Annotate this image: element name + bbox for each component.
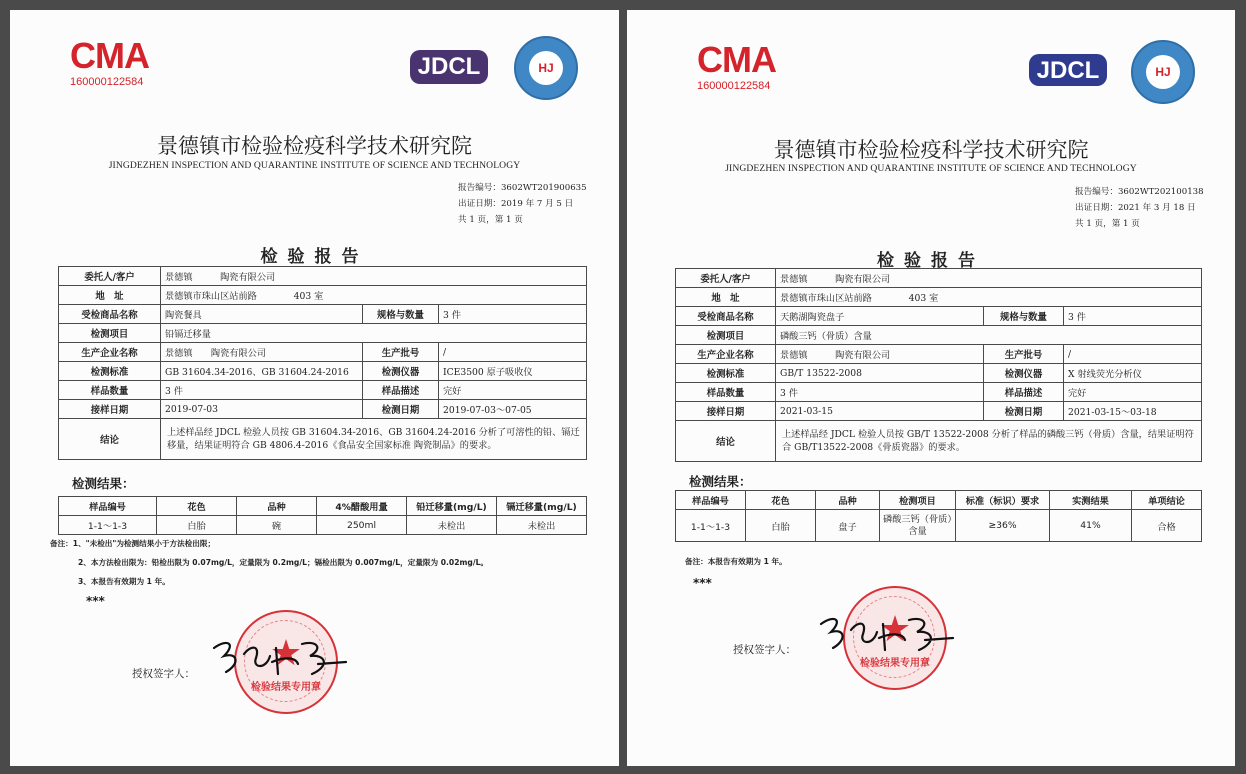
address-value: [161, 286, 587, 305]
instrument-label: 检测仪器: [363, 362, 439, 381]
qty-value: 3 件: [161, 381, 363, 400]
notes: [50, 534, 488, 591]
stars: ***: [86, 594, 105, 608]
table-row: [676, 364, 1202, 383]
test-date-value: 2021-03-15～03-18: [1064, 402, 1202, 421]
results-cell: 合格: [1132, 510, 1202, 542]
institute-name-cn: 景德镇市检验检疫科学技术研究院: [157, 134, 472, 158]
qty-value: 3 件: [776, 383, 984, 402]
report-page-right: [627, 10, 1235, 766]
address-tail: 403 室: [908, 293, 939, 304]
institute-name-en: JINGDEZHEN INSPECTION AND QUARANTINE INSTITUTE OF SCIENCE AND TECHNOLOGY: [725, 163, 1137, 174]
issue-date: 出证日期：2021 年 3 月 18 日: [1075, 203, 1196, 213]
product-label: 受检商品名称: [676, 307, 776, 326]
results-cell: 41%: [1050, 510, 1132, 542]
address-text: 景德镇市珠山区站前路: [780, 293, 872, 304]
inspection-seal-stamp: ★ 检验结果专用章: [843, 586, 947, 690]
batch-value: /: [1064, 345, 1202, 364]
item-value: 铅镉迁移量: [161, 324, 587, 343]
issue-date: 出证日期：2019 年 7 月 5 日: [458, 199, 574, 209]
test-date-value: 2019-07-03～07-05: [439, 400, 587, 419]
handwritten-signature: [813, 610, 963, 660]
inspection-seal-stamp: ★ 检验结果专用章: [234, 610, 338, 714]
report-number: 报告编号：3602WT201900635: [458, 183, 587, 193]
stars: ***: [693, 576, 712, 590]
table-row: [676, 288, 1202, 307]
institute-name-en: JINGDEZHEN INSPECTION AND QUARANTINE INSTITUTE OF SCIENCE AND TECHNOLOGY: [108, 160, 521, 171]
sample-date-label: 接样日期: [676, 402, 776, 421]
qty-label: 样品数量: [59, 381, 161, 400]
table-row: [59, 419, 587, 460]
client-value: 景德镇 陶瓷有限公司: [776, 269, 1202, 288]
table-row: [676, 345, 1202, 364]
item-label: 检测项目: [676, 326, 776, 345]
results-table: [58, 496, 587, 535]
results-cell: 1-1～1-3: [59, 516, 157, 535]
instrument-label: 检测仪器: [984, 364, 1064, 383]
info-table: [58, 266, 587, 460]
ceramic-seal-icon: HJ: [514, 36, 578, 100]
sample-date-value: 2021-03-15: [776, 402, 984, 421]
notes: [685, 552, 787, 571]
address-label: 地 址: [59, 286, 161, 305]
table-row: [59, 267, 587, 286]
spec-value: 3 件: [1064, 307, 1202, 326]
ceramic-seal-icon: HJ: [1131, 40, 1195, 104]
table-row: [59, 381, 587, 400]
maker-value: 景德镇 陶瓷有限公司: [161, 343, 363, 362]
address-value: [776, 288, 1202, 307]
table-row: [676, 307, 1202, 326]
report-meta: [458, 180, 587, 228]
instrument-value: X 射线荧光分析仪: [1064, 364, 1202, 383]
star-icon: ★: [878, 609, 912, 650]
star-icon: ★: [269, 633, 303, 674]
maker-label: 生产企业名称: [676, 345, 776, 364]
signer-label: 授权签字人：: [733, 644, 796, 656]
results-title: 检测结果：: [689, 474, 752, 489]
sample-date-label: 接样日期: [59, 400, 161, 419]
report-number: 报告编号：3602WT202100138: [1075, 187, 1204, 197]
results-cell: 白胎: [746, 510, 816, 542]
results-header: 4%醋酸用量: [317, 497, 407, 516]
test-date-label: 检测日期: [984, 402, 1064, 421]
handwritten-signature: [206, 634, 356, 684]
table-row: [59, 400, 587, 419]
note-line: 备注：1、"未检出"为检测结果小于方法检出限；: [50, 539, 216, 548]
spec-value: 3 件: [439, 305, 587, 324]
table-row: [676, 421, 1202, 462]
item-label: 检测项目: [59, 324, 161, 343]
jdcl-logo: JDCL: [1029, 54, 1107, 86]
cma-number: 160000122584: [697, 80, 771, 92]
table-row: [676, 269, 1202, 288]
results-header-row: [676, 491, 1202, 510]
cma-logo: CMA 160000122584: [697, 39, 776, 92]
table-row: [59, 362, 587, 381]
standard-value: GB 31604.34-2016、GB 31604.24-2016: [161, 362, 363, 381]
qty-label: 样品数量: [676, 383, 776, 402]
table-row: [676, 326, 1202, 345]
standard-label: 检测标准: [59, 362, 161, 381]
results-cell: 未检出: [497, 516, 587, 535]
results-header: 检测项目: [880, 491, 956, 510]
spec-label: 规格与数量: [984, 307, 1064, 326]
results-title: 检测结果：: [72, 476, 135, 491]
client-label: 委托人/客户: [59, 267, 161, 286]
note-line: 2、本方法检出限为：铅检出限为 0.07mg/L，定量限为 0.2mg/L；镉检出限为 0.007mg/L，定量限为 0.02mg/L。: [78, 558, 489, 567]
cma-number: 160000122584: [70, 76, 144, 88]
results-header: 标准（标识）要求: [956, 491, 1050, 510]
table-row: [59, 305, 587, 324]
results-header-row: [59, 497, 587, 516]
report-title: 检验报告: [260, 247, 369, 267]
desc-value: 完好: [439, 381, 587, 400]
signer-label: 授权签字人：: [132, 668, 195, 680]
report-meta: [1075, 184, 1204, 232]
batch-value: /: [439, 343, 587, 362]
desc-label: 样品描述: [984, 383, 1064, 402]
standard-value: GB/T 13522-2008: [776, 364, 984, 383]
address-tail: 403 室: [293, 291, 324, 302]
info-table: [675, 268, 1202, 462]
address-label: 地 址: [676, 288, 776, 307]
results-cell: 碗: [237, 516, 317, 535]
maker-label: 生产企业名称: [59, 343, 161, 362]
test-date-label: 检测日期: [363, 400, 439, 419]
results-cell: 未检出: [407, 516, 497, 535]
table-row: [676, 383, 1202, 402]
results-cell: 磷酸三钙（骨质）含量: [880, 510, 956, 542]
results-header: 品种: [816, 491, 880, 510]
jdcl-logo: JDCL: [410, 50, 488, 84]
product-value: 天鹅湖陶瓷盘子: [776, 307, 984, 326]
standard-label: 检测标准: [676, 364, 776, 383]
desc-label: 样品描述: [363, 381, 439, 400]
results-header: 单项结论: [1132, 491, 1202, 510]
results-table: [675, 490, 1202, 542]
cma-logo: CMA 160000122584: [70, 35, 149, 88]
results-header: 样品编号: [59, 497, 157, 516]
conclusion-label: 结论: [59, 419, 161, 460]
results-header: 样品编号: [676, 491, 746, 510]
table-row: [59, 286, 587, 305]
maker-value: 景德镇 陶瓷有限公司: [776, 345, 984, 364]
results-header: 镉迁移量(mg/L): [497, 497, 587, 516]
page-count: 共 1 页，第 1 页: [1075, 219, 1140, 229]
table-row: [676, 510, 1202, 542]
results-header: 铅迁移量(mg/L): [407, 497, 497, 516]
results-cell: 250ml: [317, 516, 407, 535]
table-row: [59, 324, 587, 343]
report-page-left: [10, 10, 619, 766]
results-cell: ≥36%: [956, 510, 1050, 542]
product-label: 受检商品名称: [59, 305, 161, 324]
client-label: 委托人/客户: [676, 269, 776, 288]
spec-label: 规格与数量: [363, 305, 439, 324]
address-text: 景德镇市珠山区站前路: [165, 291, 257, 302]
product-value: 陶瓷餐具: [161, 305, 363, 324]
conclusion-value: 上述样品经 JDCL 检验人员按 GB/T 13522-2008 分析了样品的磷酸三钙（骨质）含量，结果证明符合 GB/T13522-2008《骨质瓷器》的要求。: [776, 421, 1202, 462]
table-row: [59, 343, 587, 362]
desc-value: 完好: [1064, 383, 1202, 402]
table-row: [676, 402, 1202, 421]
instrument-value: ICE3500 原子吸收仪: [439, 362, 587, 381]
item-value: 磷酸三钙（骨质）含量: [776, 326, 1202, 345]
results-header: 花色: [157, 497, 237, 516]
results-header: 实测结果: [1050, 491, 1132, 510]
results-header: 花色: [746, 491, 816, 510]
conclusion-label: 结论: [676, 421, 776, 462]
results-cell: 1-1～1-3: [676, 510, 746, 542]
table-row: [59, 516, 587, 535]
results-header: 品种: [237, 497, 317, 516]
batch-label: 生产批号: [984, 345, 1064, 364]
note-line: 3、本报告有效期为 1 年。: [78, 577, 170, 586]
note-line: 备注：本报告有效期为 1 年。: [685, 557, 787, 566]
client-value: 景德镇 陶瓷有限公司: [161, 267, 587, 286]
report-title: 检验报告: [877, 251, 985, 271]
results-cell: 白胎: [157, 516, 237, 535]
conclusion-value: 上述样品经 JDCL 检验人员按 GB 31604.34-2016、GB 31604.24-2016 分析了可溶性的铅、镉迁移量，结果证明符合 GB 4806.4-2016《食品安全国家标准 陶瓷制品》的要求。: [161, 419, 587, 460]
results-cell: 盘子: [816, 510, 880, 542]
batch-label: 生产批号: [363, 343, 439, 362]
sample-date-value: 2019-07-03: [161, 400, 363, 419]
institute-name-cn: 景德镇市检验检疫科学技术研究院: [773, 138, 1089, 162]
page-count: 共 1 页，第 1 页: [458, 215, 523, 225]
